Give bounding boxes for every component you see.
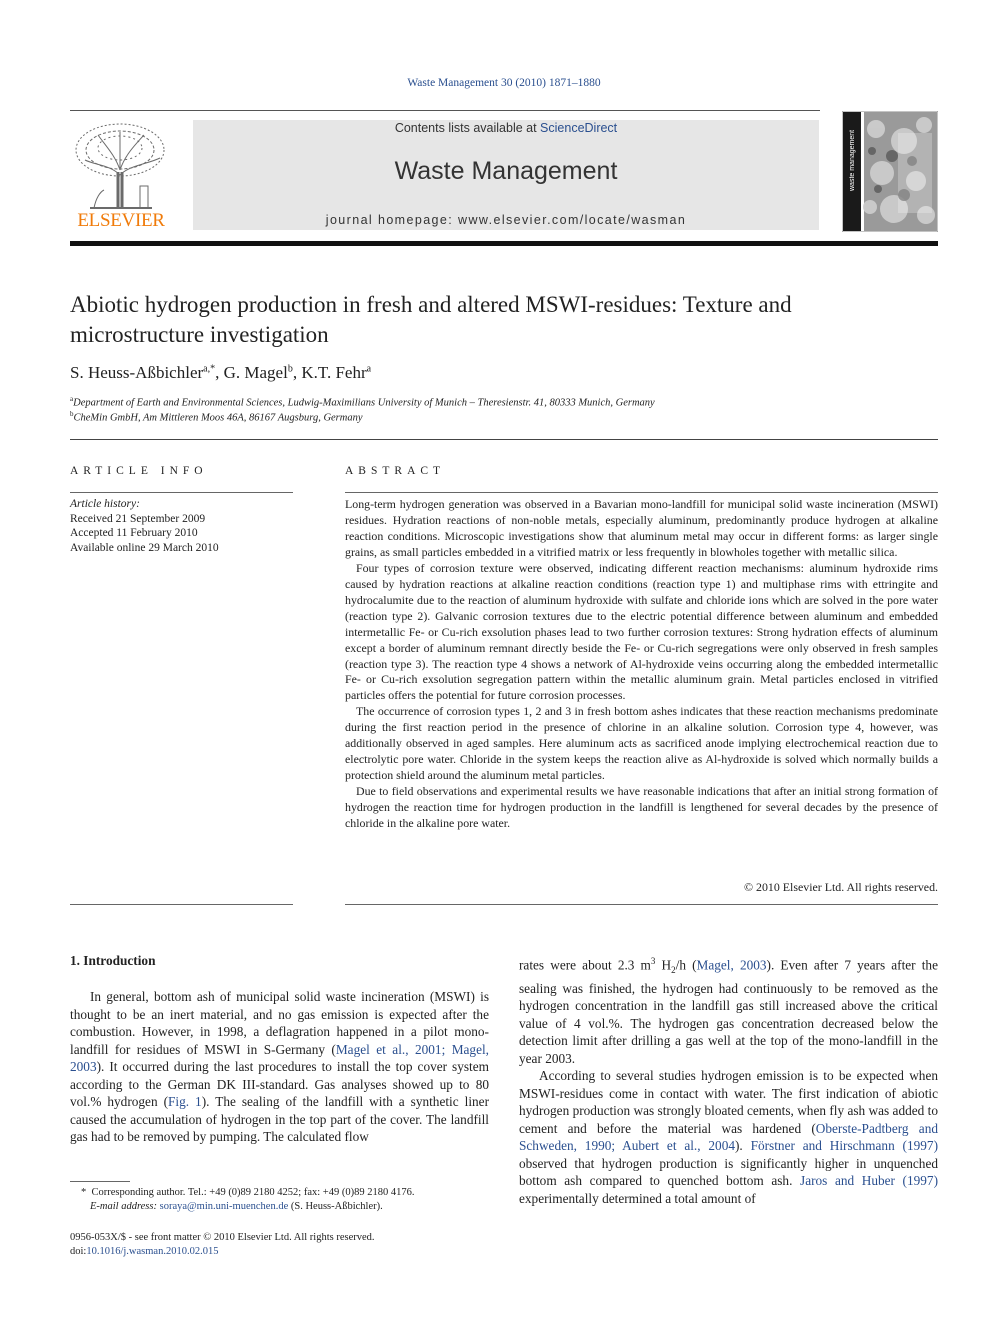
sciencedirect-link[interactable]: ScienceDirect [540, 121, 618, 135]
abstract-paragraph: Four types of corrosion texture were observed, indicating different reaction mechanisms: aluminum hydroxide rims caused by hydration reactions at alkaline reaction conditions (reaction type 1) and multiphase rims with ettringite and hydrocalumite due to the reaction of aluminum hydroxide with sulfate and chloride ions which are solved in the pore water (reaction type 2). Galvanic corrosion textures due to the electric potential difference between aluminum and embedded intermetallic Fe- or Cu-rich exsolution phases lead to two further corrosion textures: Strong hydration effects of aluminum except a border of aluminum remnant directly beside the Fe- or Cu-rich segregations were only observed in fresh samples (reaction type 3). The reaction type 4 shows a network of Al-hydroxide veins occurring along the embedded intermetallic Fe- or Cu-rich exsolution segregation pattern within the metallic aluminum grain. Metal particles enclosed in vitrified particles offers the potential for future corrosion processes. [345, 560, 938, 703]
author-name[interactable]: K.T. Fehr [301, 363, 367, 382]
doi-link[interactable]: 10.1016/j.wasman.2010.02.015 [86, 1246, 219, 1257]
section-divider [70, 439, 938, 440]
affiliation [70, 410, 930, 424]
abstract-paragraph: Long-term hydrogen generation was observed in a Bavarian mono-landfill for municipal solid waste incineration (MSWI) residues. Hydration reactions of non-noble metals, especially aluminum, predominantly produce hydrogen at alkaline reaction conditions. Microscopic investigations show that aluminum metal may occur in different forms: as larger single grains, as small particles embedded in a vitrified matrix or less frequently in blowholes together with metallic silica. [345, 497, 938, 559]
footnote-marker: * [81, 1187, 87, 1198]
author-name[interactable]: G. Magel [223, 363, 288, 382]
journal-citation-link[interactable]: Waste Management 30 (2010) 1871–1880 [407, 77, 601, 89]
body-column-left [70, 988, 489, 1146]
cover-thumbnail-icon [842, 111, 938, 232]
accepted-date: Accepted 11 February 2010 [70, 527, 198, 539]
abstract-paragraph: Due to field observations and experimental results we have reasonable indications that after an initial strong formation of hydrogen the reaction time for hydrogen production in the landfill is lengthened for several decades by the presence of chloride in the alkaline pore water. [345, 784, 938, 831]
online-date: Available online 29 March 2010 [70, 541, 219, 554]
article-history-label: Article history: [70, 498, 140, 510]
footnote-corresponding: * Corresponding author. Tel.: +49 (0)89 2180 4252; fax: +49 (0)89 2180 4176. [81, 1187, 415, 1198]
homepage-url-link[interactable]: www.elsevier.com/locate/wasman [458, 213, 687, 227]
abstract-paragraph: The occurrence of corrosion types 1, 2 and 3 in fresh bottom ashes indicates that these reaction mechanisms predominate during the first reaction period in the presence of chlorine in an alkaline solution. Corrosion type 4, however, was additionally observed in aged samples. Here aluminum acts as sacrificed anode implying electrochemical reaction due to electrolytic pore water. Chloride in the system keeps the reaction alive as Al-hydroxide is solved which normally builds a protection shield around the aluminum metal particles. [345, 704, 938, 783]
cover-title-text: waste management [849, 129, 856, 191]
body-column-right [519, 953, 938, 1207]
email-link[interactable]: soraya@min.uni-muenchen.de [159, 1201, 289, 1212]
footnote-email-line: E-mail address: soraya@min.uni-muenchen.de (S. Heuss-Aßbichler). [90, 1201, 383, 1212]
affiliation-marker: a [70, 395, 74, 403]
author-affiliation-marker[interactable]: a [366, 363, 372, 375]
author-affiliation-marker[interactable]: a,* [203, 363, 216, 375]
affiliation-text: CheMin GmbH, Am Mittleren Moos 46A, 86167 Augsburg, Germany [73, 412, 363, 424]
reference-link[interactable]: Jaros and Huber (1997) [800, 1173, 939, 1189]
homepage-prefix: journal homepage: [325, 213, 459, 227]
abstract-rule [345, 904, 938, 905]
body-paragraph: rates were about 2.3 $m^3$ $H_2/h$ (Magel, 2003). Even after 7 years after the sealing was finished, the hydrogen had continuously to be removed as the hydrogen concentration in the landfill gas still increased above the critical value of 4 vol.%. The hydrogen gas concentration decreased below the detection limit after drilling a gas well at the top of the mono-landfill in the year 2003. [519, 956, 938, 1066]
header-thick-rule [70, 241, 938, 246]
affiliation-marker: b [70, 410, 74, 418]
affiliation-text: Department of Earth and Environmental Sciences, Ludwig-Maximilians University of Munich – Theresienstr. 41, 80333 Munich, Germany [73, 397, 655, 409]
journal-cover-image[interactable] [842, 111, 938, 232]
elsevier-tree-icon [70, 120, 172, 210]
article-info-rule [70, 904, 293, 905]
body-paragraph: In general, bottom ash of municipal solid waste incineration (MSWI) is thought to be an inert material, and no gas emission is expected after the combustion. However, in 1998, a deflagration happened in a pilot mono-landfill for residues of MSWI in S-Germany (Magel et al., 2001; Magel, 2003). It occurred during the last procedures to install the top cover system according to the German DK III-standard. Gas analyses showed up to 80 vol.% hydrogen (Fig. 1). The sealing of the landfill with a synthetic liner caused the accumulation of hydrogen in the top part of the cover. The landfill gas had to be removed by pumping. The calculated flow [70, 989, 489, 1144]
reference-link[interactable]: Oberste-Padtberg and Schweden, 1990; Aubert et al., 2004 [519, 1120, 938, 1154]
contents-line [193, 121, 819, 135]
section-heading-introduction: 1. Introduction [70, 953, 156, 968]
body-paragraph: According to several studies hydrogen emission is to be expected when MSWI-residues come in contact with water. The first indication of abiotic hydrogen production was strongly bloated cements, when fly ash was added to cement and before the material was hardened (Oberste-Padtberg and Schweden, 1990; Aubert et al., 2004). Förstner and Hirschmann (1997) observed that hydrogen production is significantly higher in unquenched bottom ash compared to quenched bottom ash. Jaros and Huber (1997) experimentally determined a total amount of [519, 1068, 939, 1206]
affiliation [70, 395, 930, 409]
footnote-rule [70, 1181, 130, 1182]
elsevier-wordmark: ELSEVIER [77, 210, 165, 231]
corresponding-author-footnote [70, 1186, 490, 1214]
abstract-copyright: © 2010 Elsevier Ltd. All rights reserved. [744, 880, 938, 894]
article-title: Abiotic hydrogen production in fresh and altered MSWI-residues: Texture and microstructure investigation [70, 292, 792, 347]
article-history [70, 497, 295, 555]
article-info-rule [70, 492, 293, 493]
header-rule [70, 110, 820, 111]
author-affiliation-marker[interactable]: b [287, 363, 293, 375]
article-info-heading: ARTICLE INFO [70, 465, 208, 477]
abstract-rule [345, 492, 938, 493]
email-label: E-mail address: [90, 1201, 157, 1212]
abstract-body [345, 497, 938, 832]
author-name[interactable]: S. Heuss-Aßbichler [70, 363, 204, 382]
contents-prefix: Contents lists available at [394, 121, 541, 135]
reference-link[interactable]: Magel, 2003 [696, 957, 767, 973]
reference-link[interactable]: Förstner and Hirschmann (1997) [750, 1138, 938, 1154]
journal-homepage-line [193, 213, 819, 227]
author-list: S. Heuss-Aßbichler$^{a,*}$, G. Magel$^b$, K.T. Fehr$^a$ [70, 363, 372, 382]
received-date: Received 21 September 2009 [70, 512, 206, 525]
issn-line: 0956-053X/$ - see front matter © 2010 Elsevier Ltd. All rights reserved. [70, 1232, 375, 1243]
reference-link[interactable]: Magel et al., 2001; Magel, 2003 [70, 1041, 489, 1074]
journal-name: Waste Management [394, 157, 618, 185]
doi-line: doi:10.1016/j.wasman.2010.02.015 [70, 1246, 219, 1257]
figure-link[interactable]: Fig. 1 [168, 1094, 202, 1109]
abstract-heading: ABSTRACT [345, 465, 446, 477]
issn-doi-block [70, 1231, 490, 1259]
